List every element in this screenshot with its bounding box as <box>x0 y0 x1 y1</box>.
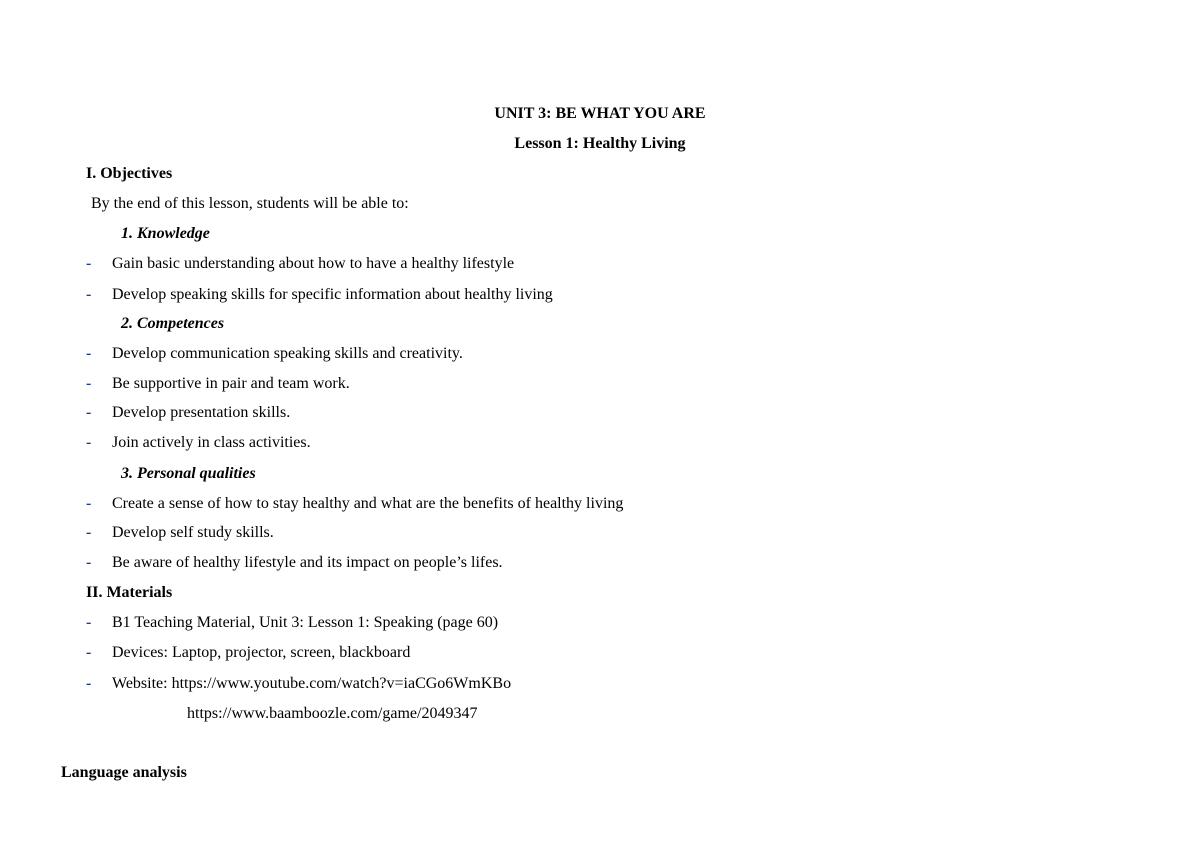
unit-title: UNIT 3: BE WHAT YOU ARE <box>494 105 706 122</box>
bullet-dash: - <box>86 554 92 571</box>
website-link-baamboozle[interactable]: https://www.baamboozle.com/game/2049347 <box>187 705 478 722</box>
bullet-dash: - <box>86 495 92 512</box>
bullet-dash: - <box>86 404 92 421</box>
list-item-text: B1 Teaching Material, Unit 3: Lesson 1: Speaking (page 60) <box>112 614 499 631</box>
bullet-dash: - <box>86 524 92 541</box>
competences-heading: 2. Competences <box>121 315 225 332</box>
list-item-text: Develop presentation skills. <box>112 404 291 421</box>
list-item-text: Develop speaking skills for specific information about healthy living <box>112 286 553 303</box>
knowledge-heading: 1. Knowledge <box>121 225 210 242</box>
list-item-text: Devices: Laptop, projector, screen, blackboard <box>112 644 411 661</box>
list-item-text: Join actively in class activities. <box>112 434 311 451</box>
bullet-dash: - <box>86 286 92 303</box>
language-analysis-heading: Language analysis <box>61 764 187 781</box>
list-item-text: Be aware of healthy lifestyle and its impact on people’s lifes. <box>112 554 503 571</box>
bullet-dash: - <box>86 375 92 392</box>
lesson-title: Lesson 1: Healthy Living <box>514 135 686 152</box>
list-item-text: Develop self study skills. <box>112 524 274 541</box>
bullet-dash: - <box>86 434 92 451</box>
list-item-text: Create a sense of how to stay healthy and what are the benefits of healthy living <box>112 495 624 512</box>
bullet-dash: - <box>86 345 92 362</box>
materials-heading: II. Materials <box>86 584 173 601</box>
personal-qualities-heading: 3. Personal qualities <box>121 465 256 482</box>
website-link-youtube[interactable]: Website: https://www.youtube.com/watch?v=iaCGo6WmKBo <box>112 675 512 692</box>
bullet-dash: - <box>86 644 92 661</box>
list-item-text: Gain basic understanding about how to have a healthy lifestyle <box>112 255 515 272</box>
bullet-dash: - <box>86 255 92 272</box>
objectives-intro: By the end of this lesson, students will be able to: <box>91 195 409 212</box>
bullet-dash: - <box>86 675 92 692</box>
list-item-text: Be supportive in pair and team work. <box>112 375 350 392</box>
bullet-dash: - <box>86 614 92 631</box>
objectives-heading: I. Objectives <box>86 165 173 182</box>
list-item-text: Develop communication speaking skills and creativity. <box>112 345 463 362</box>
